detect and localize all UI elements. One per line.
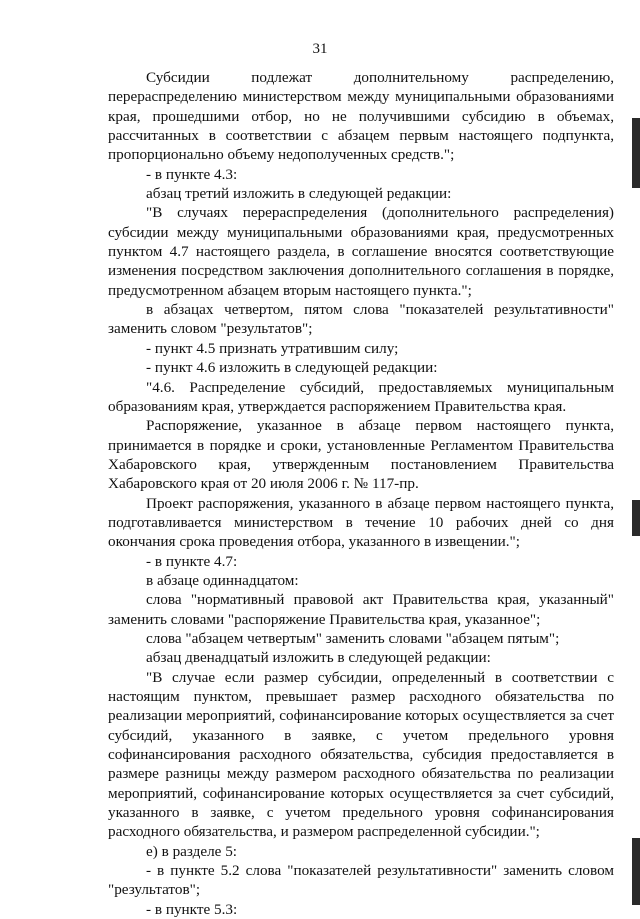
paragraph: абзац двенадцатый изложить в следующей редакции:	[146, 649, 491, 667]
paragraph: "4.6. Распределение субсидий, предоставляемых муниципальным образованиям края, утверждается распоряжением Правительства края.	[108, 378, 614, 415]
paragraph: - пункт 4.6 изложить в следующей редакции:	[146, 359, 438, 377]
paragraph: Субсидии подлежат дополнительному распределению, перераспределению министерством между муниципальными образованиями края, прошедшими отбор, но не получившими субсидию в объемах, рассчитанных в соответствии с абзацем первым настоящего подпункта, пропорционально объему недополученных средств.";	[108, 69, 614, 164]
page-number: 31	[312, 41, 328, 57]
scan-edge-mark	[632, 118, 640, 188]
paragraph: Распоряжение, указанное в абзаце первом настоящего пункта, принимается в порядке и сроки, установленные Регламентом Правительства Хабаровского края, утвержденным постановлением Правительства Хабаровского края от 20 июля 2006 г. № 117-пр.	[108, 417, 614, 493]
paragraph: слова "абзацем четвертым" заменить словами "абзацем пятым";	[146, 629, 560, 647]
paragraph: - в пункте 4.7:	[146, 552, 238, 570]
paragraph: "В случае если размер субсидии, определенный в соответствии с настоящим пунктом, превышает размер расходного обязательства по реализации мероприятий, софинансирование которых осуществляется за счет субсидий, указанного в заявке, с учетом предельного уровня софинансирования расходного обязательства, субсидия предоставляется в размере разницы между размером расходного обязательства по реализации мероприятий, софинансирование которых осуществляется за счет субсидий, указанного в заявке, с учетом предельного уровня софинансирования расходного обязательства, и размером распределенной субсидии.";	[108, 668, 614, 841]
paragraph: - пункт 4.5 признать утратившим силу;	[146, 339, 399, 357]
paragraph: - в пункте 5.2 слова "показателей результативности" заменить словом "результатов";	[108, 862, 614, 899]
paragraph: в абзацах четвертом, пятом слова "показателей результативности" заменить словом "результатов";	[108, 301, 614, 338]
document-body	[108, 68, 614, 919]
paragraph: е) в разделе 5:	[146, 842, 238, 860]
paragraph: слова "нормативный правовой акт Правительства края, указанный" заменить словами "распоряжение Правительства края, указанное";	[108, 591, 614, 628]
scan-edge-mark	[632, 500, 640, 536]
paragraph: абзац третий изложить в следующей редакции:	[146, 185, 452, 203]
paragraph: - в пункте 5.3:	[146, 900, 238, 918]
paragraph: - в пункте 4.3:	[146, 165, 238, 183]
paragraph: в абзаце одиннадцатом:	[146, 571, 299, 589]
paragraph: "В случаях перераспределения (дополнительного распределения) субсидии между муниципальными образованиями края, предусмотренных пунктом 4.7 настоящего раздела, в соглашение вносятся соответствующие изменения посредством заключения дополнительного соглашения в порядке, предусмотренном абзацем вторым настоящего пункта.";	[108, 204, 614, 299]
scan-edge-mark	[632, 838, 640, 905]
paragraph: Проект распоряжения, указанного в абзаце первом настоящего пункта, подготавливается министерством в течение 10 рабочих дней со дня окончания срока проведения отбора, указанного в извещении.";	[108, 494, 614, 551]
